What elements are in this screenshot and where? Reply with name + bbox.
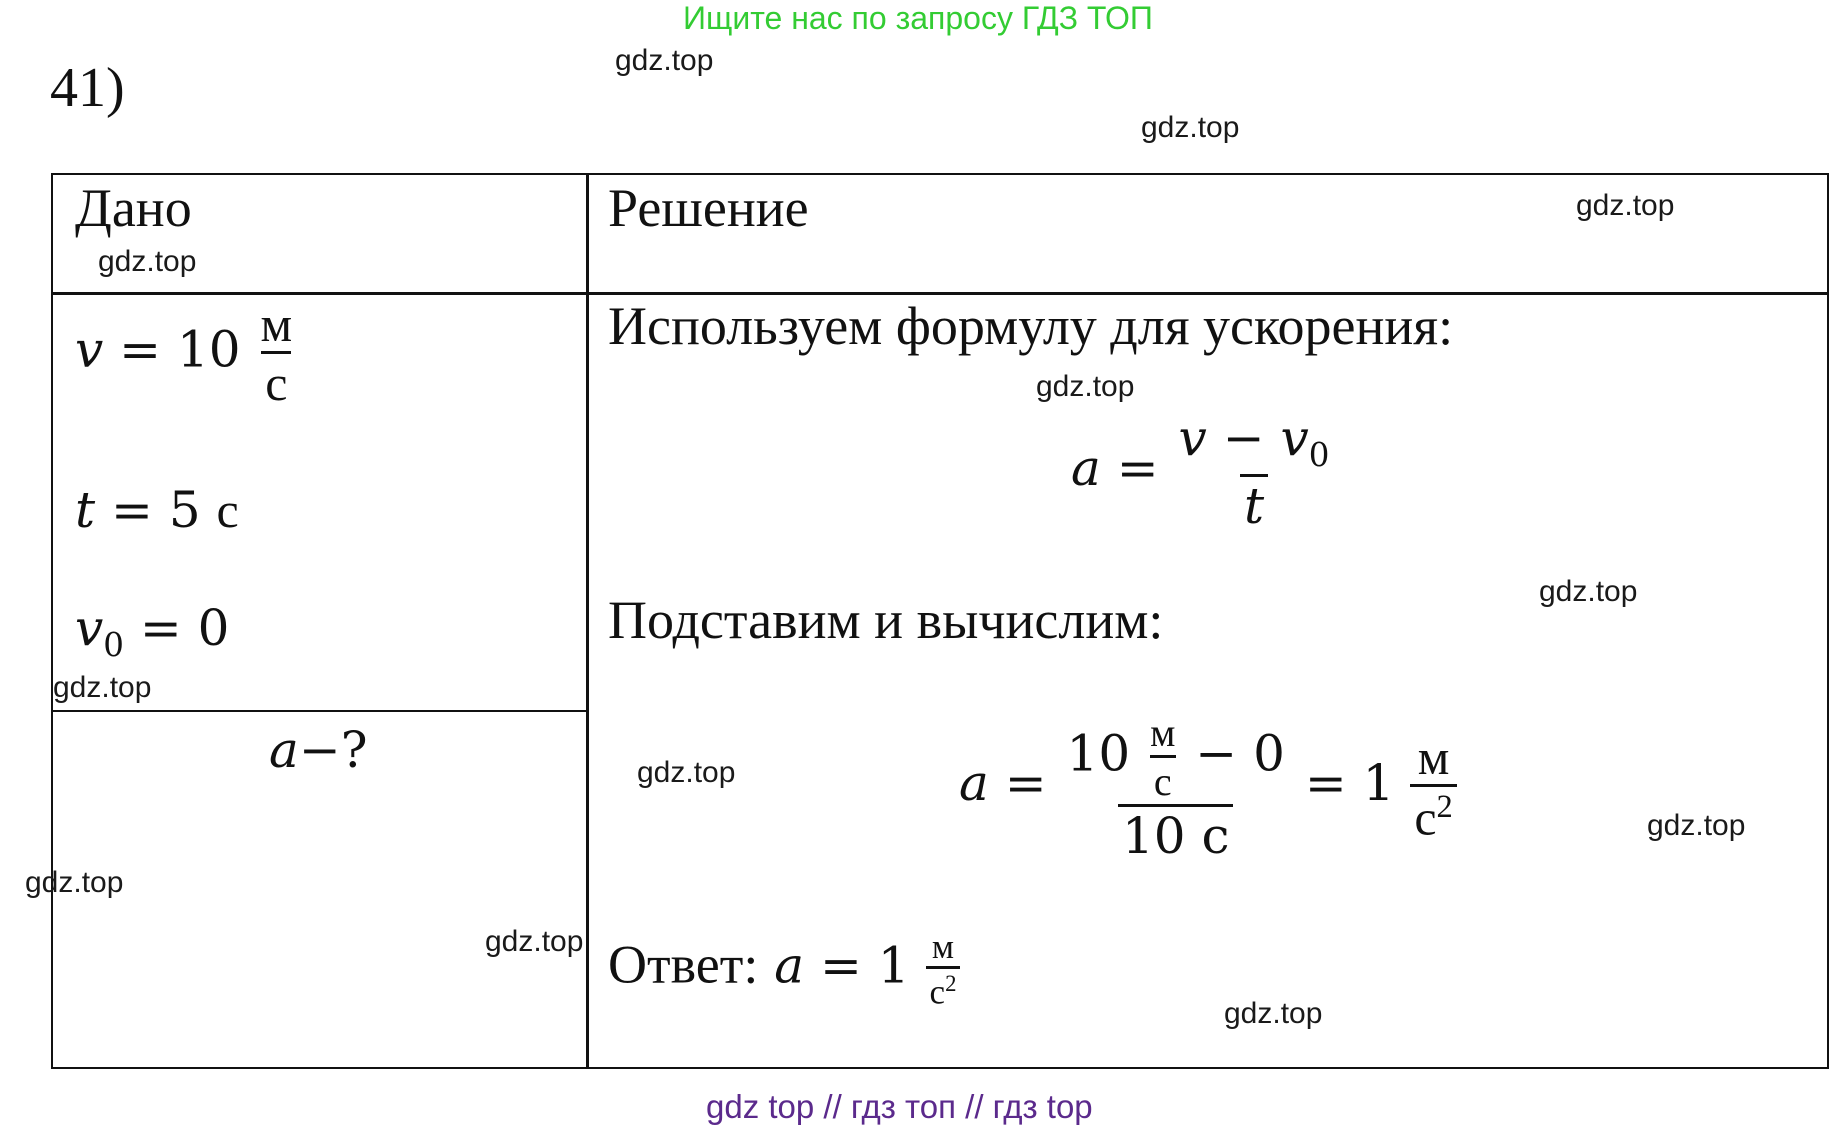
question: −? (298, 721, 368, 779)
watermark: gdz.top (25, 866, 124, 899)
var-a: a (959, 754, 989, 812)
banner-text: Ищите нас по запросу ГДЗ ТОП (683, 0, 1153, 36)
equals: = (111, 481, 153, 539)
answer (608, 929, 960, 1010)
watermark: gdz.top (98, 245, 197, 278)
column-divider (586, 175, 589, 1067)
watermark: gdz.top (485, 925, 584, 958)
equals: = (119, 320, 162, 379)
result-unit: $\frac{м}{с^2}$ (1410, 732, 1456, 843)
answer-label: Ответ: (608, 934, 759, 995)
var-a: a (774, 936, 805, 995)
calculation (959, 710, 1457, 865)
formula-fraction (1175, 409, 1334, 535)
equals: = (819, 936, 862, 995)
equals: = (1116, 438, 1159, 497)
solution-line-formula: Используем формулу для ускорения: (608, 296, 1454, 356)
subscript: 0 (103, 626, 124, 664)
watermark: gdz.top (53, 671, 152, 704)
var-a: a (1071, 438, 1101, 497)
solution-header: Решение (608, 178, 809, 238)
given-initial-velocity (75, 599, 230, 664)
var-t: t (75, 481, 96, 539)
var-v: v (75, 320, 104, 379)
equals: = (139, 599, 182, 657)
unit-fraction (257, 296, 297, 411)
answer-unit: $\frac{м}{с^2}$ (926, 929, 961, 1010)
equals: = (1304, 754, 1347, 812)
answer-value: 1 (877, 936, 910, 995)
value: 0 (197, 599, 230, 657)
watermark: gdz.top (615, 44, 714, 77)
problem-number: 41) (50, 57, 125, 119)
solution-table (51, 173, 1829, 1069)
given-header: Дано (75, 178, 192, 238)
watermark: gdz.top (1647, 809, 1746, 842)
given-time (75, 481, 239, 539)
unknown-acceleration (269, 721, 368, 779)
unit-numerator: м (260, 296, 293, 352)
value: 5 (168, 481, 201, 539)
watermark: gdz.top (1539, 575, 1638, 608)
calc-denominator: 10 с (1118, 804, 1234, 861)
unit-denominator: с (261, 351, 291, 408)
solution-line-compute: Подставим и вычислим: (608, 590, 1164, 650)
equals: = (1004, 754, 1047, 812)
given-divider (53, 710, 586, 712)
footer-text: gdz top // гдз топ // гдз top (706, 1088, 1093, 1125)
result: 1 (1362, 754, 1395, 812)
watermark: gdz.top (1141, 111, 1240, 144)
watermark: gdz.top (1224, 997, 1323, 1030)
calc-numerator: 10 $\frac{м}{с}$ − 0 (1066, 710, 1285, 804)
watermark: gdz.top (1036, 370, 1135, 403)
formula-denominator: t (1240, 474, 1268, 531)
var-a: a (269, 721, 299, 779)
value: 10 (176, 320, 241, 379)
unit: с (216, 482, 239, 538)
watermark: gdz.top (1576, 189, 1675, 222)
watermark: gdz.top (637, 756, 736, 789)
var-v: v (75, 599, 104, 657)
calc-fraction (1063, 710, 1289, 865)
formula-numerator: $v - v_0$ (1178, 409, 1330, 474)
given-velocity (75, 296, 296, 411)
acceleration-formula (1071, 409, 1333, 535)
